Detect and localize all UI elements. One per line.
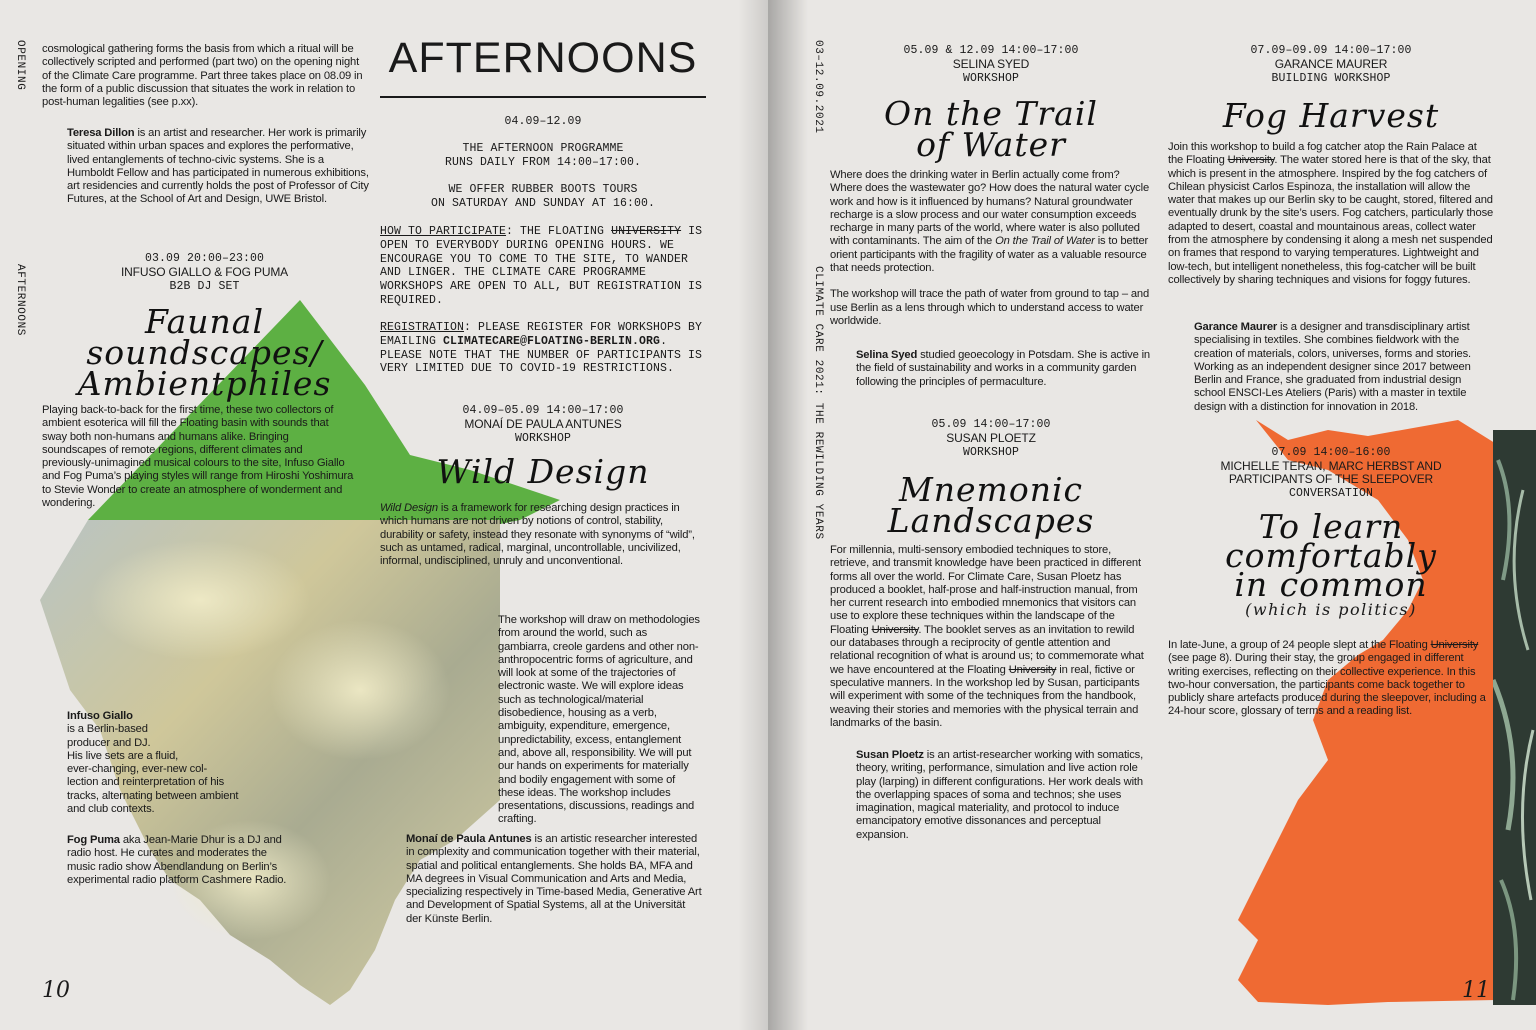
wild-type: WORKSHOP	[514, 432, 571, 445]
bio-garance-maurer: Garance Maurer is a designer and transdisciplinary artist specialising in textiles. She combines fieldwork with the creation of materials, colors, universes, forms and stories. Working as an independent designer since 2017 between Berlin and France, she graduated from industrial design school ENSCI-Les Ateliers (Paris) with a master in textile design with a distinction for innovation in 2018.	[1194, 321, 1472, 413]
intro-text: cosmological gathering forms the basis from which a ritual will be collectively scripted and performed (part two) on the opening night of the Climate Care programme. Part three takes place on 08.09 in the form of a public discussion that situates the work in relation to post-human legalities (see p.xx).	[42, 43, 363, 109]
faunal-text: Playing back-to-back for the first time, these two collectors of ambient esoterica will fill the Floating basin with sounds that sway both non-humans and humans alike. Bringing soundscapes of remote regions, different climates and previously-unimagined musical colours to the site, Infuso Giallo and Fog Puma’s playing styles will range from Hiroshi Yoshimura to Stevie Wonder to create an atmosphere of wonderment and wondering.	[42, 404, 354, 510]
mnemonic-text: For millennia, multi-sensory embodied techniques to store, retrieve, and transmit knowledge have been practiced in different forms all over the world. For Climate Care, Susan Ploetz has produced a booklet, half-prose and half-instruction manual, from her current research into embodied mnemonics that visitors can use to explore these techniques within the landscape of the Floating University. The booklet serves as an invitation to rewild our databases through a reciprocity of gentle attention and relational recognition of what is around us; to commemorate what we have encountered at the Floating University in real, fictive or speculative manners. In the workshop led by Susan, participants will experiment with some of the techniques from the handbook, weaving their stories and memories with the physical terrain and landmarks of the basin.	[830, 544, 1144, 729]
bio-selina-syed: Selina Syed studied geoecology in Potsdam. She is active in the field of sustainability and works in a community garden following the principles of permaculture.	[856, 349, 1151, 388]
fog-text: Join this workshop to build a fog catcher atop the Rain Palace at the Floating University. The water stored here is that of the sky, that which is present in the atmosphere. Inspired by the fog catchers of Chilean physicist Carlos Espinoza, the installation will allow the water that makes up our Berlin sky to be caught, stored, filtered and eventually drunk by the site’s users. Fog catchers, particularly those adapted to desert, coastal and mountainous areas, collect water from the atmosphere by condensing it along a mesh net suspended on frames that respond to varying temperatures. Lightweight and low-tech, but intelligent nonetheless, this fog-catcher will be built collectively by sharing techniques and visions for foggy futures.	[1168, 141, 1494, 286]
learn-text: In late-June, a group of 24 people slept at the Floating University (see page 8). During their stay, the group engaged in different writing exercises, reflecting on their collective experience. In this two-hour conversation, the participants come back together to publicly share artefacts produced during the sleepover, including a 24-hour score, glossary of terms and a reading list.	[1168, 639, 1486, 718]
bio-monai: Monaí de Paula Antunes is an artistic researcher interested in complexity and communication together with their material, spatial and political entanglements. She holds BA, MFA and MA degrees in Visual Communication and Arts and Media, specializing respectively in Time-based Media, Generative Art and Development of Spatial Systems, all at the Universität der Künste Berlin.	[406, 833, 702, 925]
trail-artist: SELINA SYED	[952, 57, 1030, 71]
faunal-title: Faunal soundscapes/ Ambientphiles	[77, 302, 332, 403]
trail-text: Where does the drinking water in Berlin actually come from? Where does the wastewater go? How does the natural water cycle work and how is it influenced by humans? Natural groundwater recharge is a slow process and our water consumption exceeds recharge in many parts of the world, where water is also polluted with contaminants. The aim of the On the Trail of Water is to better orient participants with the fragility of water as a valuable resource that needs protection. The workshop will trace the path of water from ground to tap – and use Berlin as a lens through which to understand access to water worldwide.	[830, 169, 1150, 327]
programme-line4: ON SATURDAY AND SUNDAY AT 16:00.	[430, 197, 656, 210]
fog-artist: GARANCE MAURER	[1274, 57, 1388, 71]
learn-type: CONVERSATION	[1288, 487, 1373, 500]
trail-date: 05.09 & 12.09 14:00–17:00	[903, 44, 1079, 57]
programme-line1: THE AFTERNOON PROGRAMME	[462, 142, 624, 155]
faunal-artists: INFUSO GIALLO & FOG PUMA	[120, 265, 289, 279]
registration-info: REGISTRATION: PLEASE REGISTER FOR WORKSHOPS BY EMAILING CLIMATECARE@FLOATING-BERLIN.ORG. PLEASE NOTE THAT THE NUMBER OF PARTICIPANTS IS VERY LIMITED DUE TO COVID-19 RESTRICTIONS.	[380, 321, 703, 376]
mnemonic-date: 05.09 14:00–17:00	[931, 418, 1051, 431]
programme-line2: RUNS DAILY FROM 14:00–17:00.	[444, 156, 642, 169]
page-number-left: 10	[42, 978, 70, 1003]
side-label-publication: CLIMATE CARE 2021: THE REWILDING YEARS	[812, 266, 824, 540]
registration-email[interactable]: CLIMATECARE@FLOATING-BERLIN.ORG	[443, 334, 661, 348]
trail-type: WORKSHOP	[962, 72, 1019, 85]
learn-subtitle: (which is politics)	[1245, 600, 1417, 619]
learn-title: To learn comfortably in common	[1225, 507, 1437, 604]
mnemonic-title: Mnemonic Landscapes	[887, 470, 1095, 540]
title-rule	[380, 96, 706, 98]
wild-text-1: Wild Design is a framework for researching design practices in which humans are not driven by notions of control, stability, durability or safety, instead they resonate with synonyms of “wild”, such as untamed, radical, marginal, uncontrollable, uncivilized, informal, undisciplined, unruly and unconventional.	[380, 502, 695, 568]
programme-dates: 04.09–12.09	[504, 115, 582, 128]
side-label-afternoons: AFTERNOONS	[14, 264, 26, 337]
programme-line3: WE OFFER RUBBER BOOTS TOURS	[448, 183, 638, 196]
side-label-dates: 03–12.09.2021	[812, 40, 824, 134]
faunal-type: B2B DJ SET	[169, 280, 240, 293]
fog-type: BUILDING WORKSHOP	[1271, 72, 1391, 85]
mnemonic-type: WORKSHOP	[962, 446, 1019, 459]
plant-photo	[1493, 430, 1536, 1005]
bio-name: Teresa Dillon	[67, 127, 135, 139]
right-page	[768, 0, 1536, 1030]
bio-fog-puma: Fog Puma aka Jean-Marie Dhur is a DJ and radio host. He curates and moderates the music radio show Abendlandung on Berlin’s experimental radio platform Cashmere Radio.	[67, 834, 287, 886]
wild-text-2: The workshop will draw on methodologies from around the world, such as gambiarra, creole gardens and other non-anthropocentric forms of agriculture, and will look at some of the trajectories of electronic waste. We will explore ideas such as technological/material disobedience, housing as a verb, ambiguity, expenditure, emergence, unpredictability, excess, entanglement and, above all, responsibility. We will put our hands on experiments for materially and bodily engagement with some of these ideas. The workshop includes presentations, discussions, readings and crafting.	[498, 614, 700, 826]
side-label-opening: OPENING	[14, 40, 26, 91]
fog-title: Fog Harvest	[1222, 96, 1440, 135]
page-number-right: 11	[1462, 978, 1490, 1003]
learn-artists: MICHELLE TERAN, MARC HERBST AND PARTICIPANTS OF THE SLEEPOVER	[1220, 459, 1442, 487]
wild-artist: MONAÍ DE PAULA ANTUNES	[464, 417, 622, 431]
how-to-participate: HOW TO PARTICIPATE: THE FLOATING UNIVERSITY IS OPEN TO EVERYBODY DURING OPENING HOURS. WE ENCOURAGE YOU TO COME TO THE SITE, TO WANDER AND LINGER. THE CLIMATE CARE PROGRAMME WORKSHOPS ARE OPEN TO ALL, BUT REGISTRATION IS REQUIRED.	[380, 225, 703, 307]
mnemonic-artist: SUSAN PLOETZ	[946, 431, 1036, 445]
fog-date: 07.09–09.09 14:00–17:00	[1250, 44, 1412, 57]
bio-susan-ploetz: Susan Ploetz is an artist-researcher working with somatics, theory, writing, performance, simulation and live action role play (larping) in different configurations. Her work deals with the overlapping spaces of soma and technos; she uses imagination, magical materiality, and protocol to induce emancipatory emotive dissonances and perceptual expansion.	[856, 749, 1144, 841]
faunal-date: 03.09 20:00–23:00	[144, 252, 265, 265]
wild-date: 04.09–05.09 14:00–17:00	[462, 404, 624, 417]
trail-title: On the Trail of Water	[884, 94, 1098, 164]
bio-teresa-dillon: Teresa Dillon is an artist and researcher. Her work is primarily situated within urban spaces and explores the performative, lived entanglements of techno-civic systems. She is a Humboldt Fellow and has participated in numerous exhibitions, art residencies and currently holds the post of Professor of City Futures, at the School of Art and Design, UWE Bristol.	[67, 127, 369, 206]
bio-infuso-giallo: Infuso Giallo is a Berlin-based producer and DJ. His live sets are a fluid, ever-changing, ever-new col- lection and reinterpretation of his tracks, alternating between ambient and club contexts.	[67, 710, 239, 816]
learn-date: 07.09 14:00–16:00	[1271, 446, 1391, 459]
wild-title: Wild Design	[436, 452, 650, 491]
section-title: AFTERNOONS	[388, 34, 698, 82]
